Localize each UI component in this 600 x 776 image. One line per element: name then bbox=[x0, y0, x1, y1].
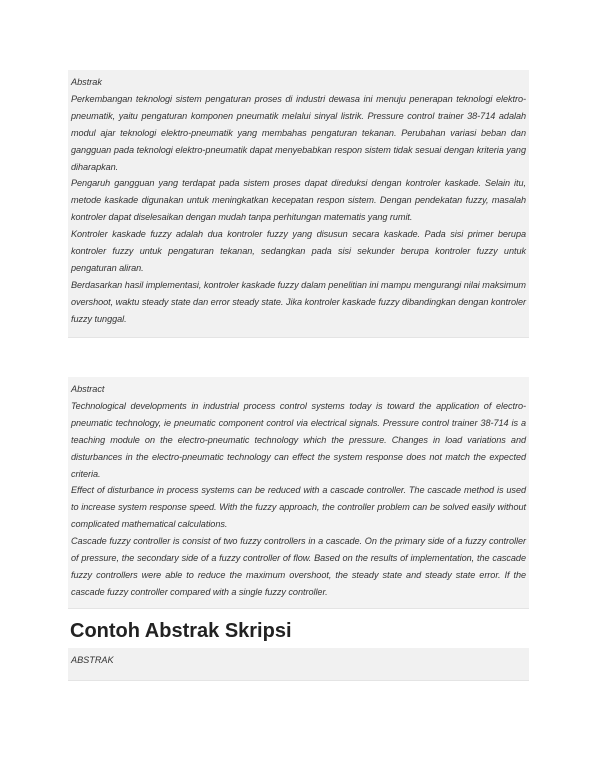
indonesian-abstract-paragraph-2: Pengaruh gangguan yang terdapat pada sistem proses dapat direduksi dengan kontroler kaskade. Selain itu, metode kaskade digunakan untuk meningkatkan kecepatan respon sistem. Dengan pendekatan fuzzy, masalah kontroler dapat diselesaikan dengan mudah tanpa perhitungan matematis yang rumit. bbox=[71, 178, 526, 223]
indonesian-abstract-paragraph-4: Berdasarkan hasil implementasi, kontroler kaskade fuzzy dalam penelitian ini mampu mengurangi nilai maksimum overshoot, waktu steady state dan error steady state. Jika kontroler kaskade fuzzy dibandingkan dengan kontroler fuzzy tunggal. bbox=[71, 279, 526, 324]
english-abstract-label: Abstract bbox=[71, 384, 105, 394]
english-abstract-paragraph-1: Technological developments in industrial process control systems today is toward the application of electro-pneumatic technology, ie pneumatic component control via electrical signals. Pressure control trainer 38-714 is a teaching module on the electro-pneumatic technology which the pressure. Changes in load variations and disturbances in the electro-pneumatic technology can effect the system response does not match the expected criteria. bbox=[71, 400, 526, 479]
indonesian-abstract-paragraph-1: Perkembangan teknologi sistem pengaturan proses di industri dewasa ini menuju penerapan teknologi elektro-pneumatik, yaitu pengaturan komponen pneumatik melalui sinyal listrik. Pressure control trainer 38-714 adalah modul ajar teknologi elektro-pneumatik yang membahas pengaturan tekanan. Perubahan variasi beban dan gangguan pada teknologi elektro-pneumatik dapat menyebabkan respon sistem tidak sesuai dengan kriteria yang diharapkan. bbox=[71, 93, 526, 172]
abstrak-skripsi-box bbox=[68, 648, 529, 681]
abstrak-skripsi-label: ABSTRAK bbox=[71, 655, 114, 665]
indonesian-abstract-box bbox=[68, 70, 529, 338]
section-title: Contoh Abstrak Skripsi bbox=[70, 620, 292, 642]
english-abstract-paragraph-3: Cascade fuzzy controller is consist of two fuzzy controllers in a cascade. On the primary side of a fuzzy controller of pressure, the secondary side of a fuzzy controller of flow. Based on the results of implementation, the cascade fuzzy controllers were able to reduce the maximum overshoot, the steady state and steady state error. If the cascade fuzzy controller compared with a single fuzzy controller. bbox=[71, 536, 526, 597]
english-abstract-box bbox=[68, 377, 529, 609]
indonesian-abstract-paragraph-3: Kontroler kaskade fuzzy adalah dua kontroler fuzzy yang disusun secara kaskade. Pada sisi primer berupa kontroler fuzzy untuk pengaturan tekanan, sedangkan pada sisi sekunder berupa kontroler fuzzy untuk pengaturan aliran. bbox=[71, 229, 526, 273]
indonesian-abstract-label: Abstrak bbox=[71, 77, 102, 87]
english-abstract-paragraph-2: Effect of disturbance in process systems can be reduced with a cascade controller. The cascade method is used to increase system response speed. With the fuzzy approach, the controller problem can be solved easily without complicated mathematical calculations. bbox=[71, 485, 526, 530]
